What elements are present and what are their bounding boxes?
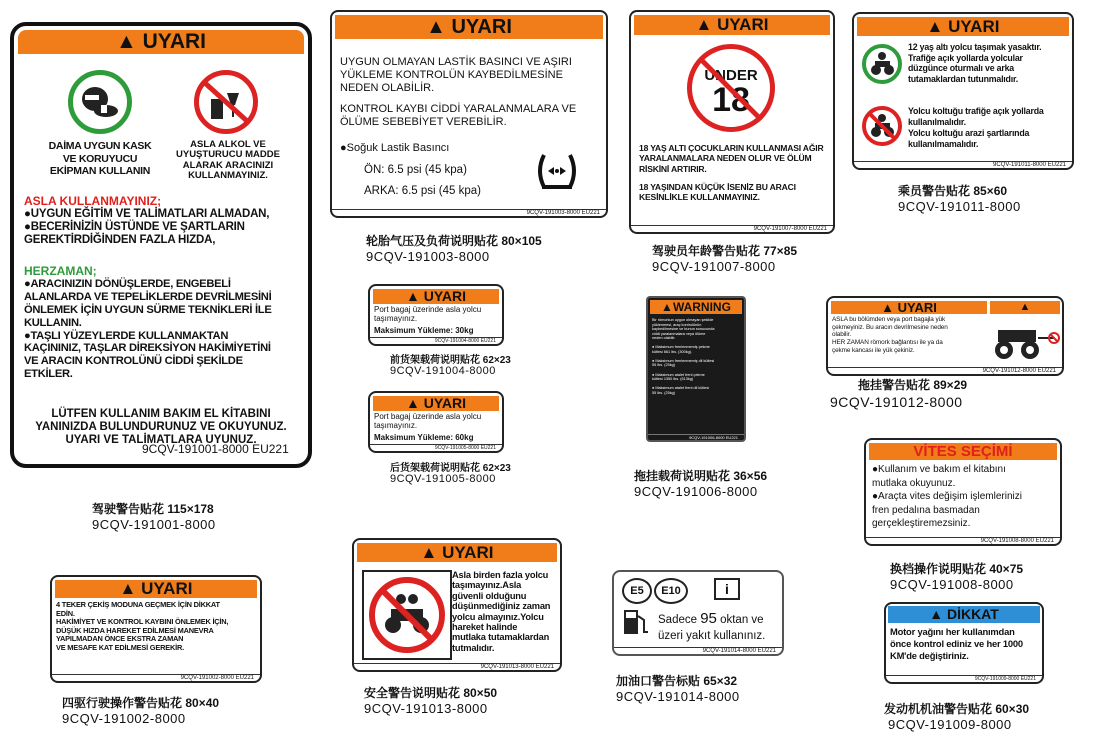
age-warning-text: 18 YAŞ ALTI ÇOCUKLARIN KULLANMASI AĞIR YARALANMALARA NEDEN OLUR VE ÖLÜM RİSKİNİ ARTIRIR. — [639, 143, 824, 174]
label-passenger-warning — [852, 12, 1074, 170]
caption-cn: 拖挂警告贴花 89×29 — [858, 378, 968, 392]
label-header: VİTES SEÇİMİ — [869, 443, 1057, 460]
label-front-rack — [368, 284, 504, 346]
caption-code: 9CQV-191002-8000 — [62, 711, 186, 726]
caption-cn: 乘员警告贴花 85×60 — [898, 184, 1008, 198]
warning-triangle-icon: ▲ — [119, 579, 137, 598]
manual-icon: i — [714, 578, 740, 600]
label-code: 9CQV-191002-8000 EU221 — [52, 674, 260, 681]
octane-number: 95 — [700, 610, 717, 627]
label-code: 9CQV-191013-8000 EU221 — [354, 663, 560, 670]
warning-triangle-icon: ▲ — [420, 543, 438, 562]
label-text: Bir römorkun uygun olmayan şekilde yüklenmesi, araç kontrolünün kaybedilmesine ve bunun sonucunda ciddi yaralanmalara veya ölüme neden olabilir. ● Maksimum frenlenmemiş çekme kütlesi 661 lbs. (300kg). ● Maksimum frenlenmemiş dil kütlesi 55 lbs. (25kg) ● Maksimum atalet freni çekme kütlesi 1350 lbs. (613kg) ● Maksimum atalet freni dil kütlesi 55 lbs. (25kg) — [652, 318, 715, 395]
caption-code: 9CQV-191003-8000 — [366, 249, 490, 264]
label-towing-warning — [826, 296, 1064, 376]
label-driving-warning — [10, 22, 312, 468]
under-18-icon — [687, 44, 775, 132]
never-heading: ASLA KULLANMAYINIZ; — [24, 194, 162, 208]
warning-triangle-icon: ▲ — [929, 606, 944, 622]
label-header: ▲ UYARI — [357, 543, 557, 562]
e10-badge: E10 — [654, 578, 688, 604]
label-text: Motor yağını her kullanımdan önce kontrol ediniz ve her 1000 KM'de değiştiriniz. — [890, 626, 1023, 661]
passenger-ok-icon — [862, 44, 902, 84]
caption-cn: 加油口警告标贴 65×32 — [616, 674, 738, 688]
label-header: ▲ UYARI — [335, 15, 603, 39]
caption-code: 9CQV-191013-8000 — [364, 701, 488, 716]
atv-towing-icon — [990, 318, 1062, 362]
warning-triangle-icon: ▲ — [926, 17, 944, 36]
label-driver-age — [629, 10, 835, 234]
max-load: Maksimum Yükleme: 30kg — [374, 326, 474, 335]
caption-cn: 发动机机油警告贴花 60×30 — [884, 702, 1030, 716]
label-code: 9CQV-191008-8000 EU221 — [866, 537, 1060, 544]
label-header: ▲ UYARI — [831, 301, 987, 314]
label-header: ▲WARNING — [650, 300, 742, 314]
front-pressure: ÖN: 6.5 psi (45 kpa) — [364, 164, 467, 176]
label-text: ASLA bu bölümden veya port bagajla yük çekmeyiniz. Bu aracın devrilmesine neden olabilir. HER ZAMAN römork bağlantısı ile ya da çekme kancası ile yük çekiniz. — [832, 316, 948, 354]
label-code: 9CQV-191009-8000 EU221 — [886, 675, 1042, 682]
warning-triangle-icon: ▲ — [405, 288, 420, 304]
always-heading: HERZAMAN; — [24, 264, 97, 278]
always-body: ●ARACINIZIN DÖNÜŞLERDE, ENGEBELİ ALANLARDA VE TEPELİKLERDE DEVRİLMESİNİ ÖNLEMEK İÇİN UYGUN SÜRME TEKNİKLERİ İLE KULLANIN. ●TAŞLI YÜZEYLERDE KULLANMAKTAN KAÇININIZ, TAŞLAR DİREKSİYON HAKİMİYETİNİ VE ARACIN KONTROLÜNÜ CİDDİ ŞEKİLDE ETKİLER. — [24, 278, 272, 381]
warning-triangle-icon: ▲ — [405, 395, 420, 411]
warning-triangle-icon: ▲ — [695, 15, 713, 34]
warning-triangle-icon: ▲ — [881, 300, 894, 315]
caption-cn: 四驱行驶操作警告贴花 80×40 — [62, 696, 220, 710]
no-alcohol-caption: ASLA ALKOL VE UYUŞTURUCU MADDE ALARAK ARACINIZI KULLANMAYINIZ. — [176, 139, 280, 182]
label-towing-load — [646, 296, 746, 442]
tire-warning-text: UYGUN OLMAYAN LASTİK BASINCI VE AŞIRI YÜKLEME KONTROLÜN KAYBEDİLMESİNE NEDEN OLABİLİR. — [340, 56, 572, 95]
label-code: 9CQV-191003-8000 EU221 — [332, 209, 606, 216]
label-code: 9CQV-191007-8000 EU221 — [631, 225, 833, 232]
tire-consequence-text: KONTROL KAYBI CİDDİ YARALANMALARA VE ÖLÜME SEBEBİYET VEREBİLİR. — [340, 103, 577, 129]
no-passengers-icon — [362, 570, 452, 660]
caption-code: 9CQV-191008-8000 — [890, 577, 1014, 592]
caption-code: 9CQV-191012-8000 — [830, 394, 963, 410]
caption-code: 9CQV-191007-8000 — [652, 259, 776, 274]
fuel-text: Sadece 95 oktan ve üzeri yakıt kullanınız. — [658, 610, 766, 642]
label-text: Port bagaj üzerinde asla yolcu taşımayınız. — [374, 412, 482, 431]
warning-triangle-icon: ▲ — [426, 16, 446, 38]
label-code: 9CQV-191011-8000 EU221 — [854, 161, 1072, 168]
age-number: 18 — [712, 81, 750, 119]
caption-cn: 换档操作说明贴花 40×75 — [890, 562, 1024, 576]
caption-cn: 驾驶员年龄警告贴花 77×85 — [652, 244, 798, 258]
label-header: ▲ UYARI — [857, 17, 1069, 36]
caption-code: 9CQV-191006-8000 — [634, 484, 758, 499]
no-alcohol-icon — [194, 70, 258, 134]
label-text: Port bagaj üzerinde asla yolcu taşımayınız. — [374, 305, 482, 324]
label-code: 9CQV-191004-8000 EU221 — [370, 337, 502, 344]
label-header: ▲ UYARI — [634, 15, 830, 35]
caption-code: 9CQV-191004-8000 — [390, 365, 496, 377]
label-4wd-warning — [50, 575, 262, 683]
rear-pressure: ARKA: 6.5 psi (45 kpa) — [364, 185, 481, 197]
label-rear-rack — [368, 391, 504, 453]
footer-note: LÜTFEN KULLANIM BAKIM EL KİTABINI YANINIZDA BULUNDURUNUZ VE OKUYUNUZ. UYARI VE TALİMATLARA UYUNUZ. — [35, 408, 287, 447]
caption-cn: 轮胎气压及负荷说明贴花 80×105 — [366, 234, 542, 248]
passenger-age-text: 12 yaş altı yolcu taşımak yasaktır. Trafiğe açık yollarda yolcular düzgünce oturmalı ve arka tutamaklardan tutunmalıdır. — [908, 42, 1042, 84]
tire-pressure-icon — [532, 149, 582, 193]
caption-cn: 前货架载荷说明贴花 62×23 — [390, 355, 511, 366]
never-body: ●UYGUN EĞİTİM VE TALİMATLARI ALMADAN, ●BECERİNİZİN ÜSTÜNDE VE ŞARTLARIN GEREKTİRDİĞİNDEN FAZLA HIZDA, — [24, 208, 270, 247]
caption-cn: 安全警告说明贴花 80×50 — [364, 686, 498, 700]
label-code: 9CQV-191014-8000 EU221 — [614, 647, 782, 654]
cold-pressure-heading: ●Soğuk Lastik Basıncı — [340, 142, 450, 154]
helmet-caption: DAİMA UYGUN KASK VE KORUYUCU EKİPMAN KULLANIN — [48, 140, 152, 178]
caption-cn: 驾驶警告贴花 115×178 — [92, 502, 214, 516]
caption-cn: 后货架载荷说明贴花 62×23 — [390, 463, 511, 474]
label-header: ▲ UYARI — [55, 580, 257, 598]
caption-code: 9CQV-191005-8000 — [390, 473, 496, 485]
towing-header-icon: ▲ — [990, 301, 1060, 314]
caption-code: 9CQV-191009-8000 — [888, 717, 1012, 732]
caption-code: 9CQV-191011-8000 — [898, 199, 1021, 214]
age-prohibition-text: 18 YAŞINDAN KÜÇÜK İSENİZ BU ARACI KESİNLİKLE KULLANMAYINIZ. — [639, 182, 796, 203]
label-header: ▲ UYARI — [18, 30, 304, 54]
label-header: ▲ UYARI — [373, 289, 499, 304]
caption-code: 9CQV-191014-8000 — [616, 689, 740, 704]
caption-code: 9CQV-191001-8000 — [92, 517, 216, 532]
e5-badge: E5 — [622, 578, 652, 604]
label-code: 9CQV-191006-8000 EU221 — [648, 434, 744, 440]
label-passenger-safety — [352, 538, 562, 672]
warning-triangle-icon: ▲ — [661, 300, 673, 314]
caption-cn: 拖挂载荷说明贴花 36×56 — [634, 469, 768, 483]
label-code: 9CQV-191012-8000 EU221 — [828, 367, 1062, 374]
label-code: 9CQV-191005-8000 EU221 — [370, 444, 502, 451]
label-text: 4 TEKER ÇEKİŞ MODUNA GEÇMEK İÇİN DİKKAT EDİN. HAKİMİYET VE KONTROL KAYBINI ÖNLEMEK İÇİN, DÜŞÜK HIZDA HAREKET EDİLMESİ MANEVRA YAPILMADAN ÖNCE EKSTRA ZAMAN VE MESAFE KAT EDİLMESİ GEREKİR. — [56, 600, 229, 652]
passenger-seat-text: Yolcu koltuğu trafiğe açık yollarda kullanılmalıdır. Yolcu koltuğu arazi şartlarında kullanılmamalıdır. — [908, 106, 1044, 149]
label-header: ▲ DİKKAT — [888, 606, 1040, 623]
helmet-icon — [68, 70, 132, 134]
passenger-no-icon — [862, 106, 902, 146]
max-load: Maksimum Yükleme: 60kg — [374, 433, 474, 442]
label-fuel-cap — [612, 570, 784, 656]
label-header: ▲ UYARI — [373, 396, 499, 411]
label-gear-selection — [864, 438, 1062, 546]
label-engine-oil — [884, 602, 1044, 684]
under-text: UNDER — [704, 67, 758, 84]
label-text: Asla birden fazla yolcu taşımayınız.Asla güvenli olduğunu düşünmediğiniz zaman yolcu almayınız.Yolcu hareket halinde mutlaka tutamaklardan tutmalıdır. — [452, 570, 551, 653]
label-tire-pressure — [330, 10, 608, 218]
fuel-pump-icon — [622, 608, 650, 638]
label-code: 9CQV-191001-8000 EU221 — [142, 442, 289, 456]
warning-triangle-icon: ▲ — [115, 30, 137, 53]
label-text: ●Kullanım ve bakım el kitabını mutlaka okuyunuz. ●Araçta vites değişim işlemlerinizi fren pedalına basmadan gerçekleştiremezsiniz. — [872, 464, 1022, 529]
